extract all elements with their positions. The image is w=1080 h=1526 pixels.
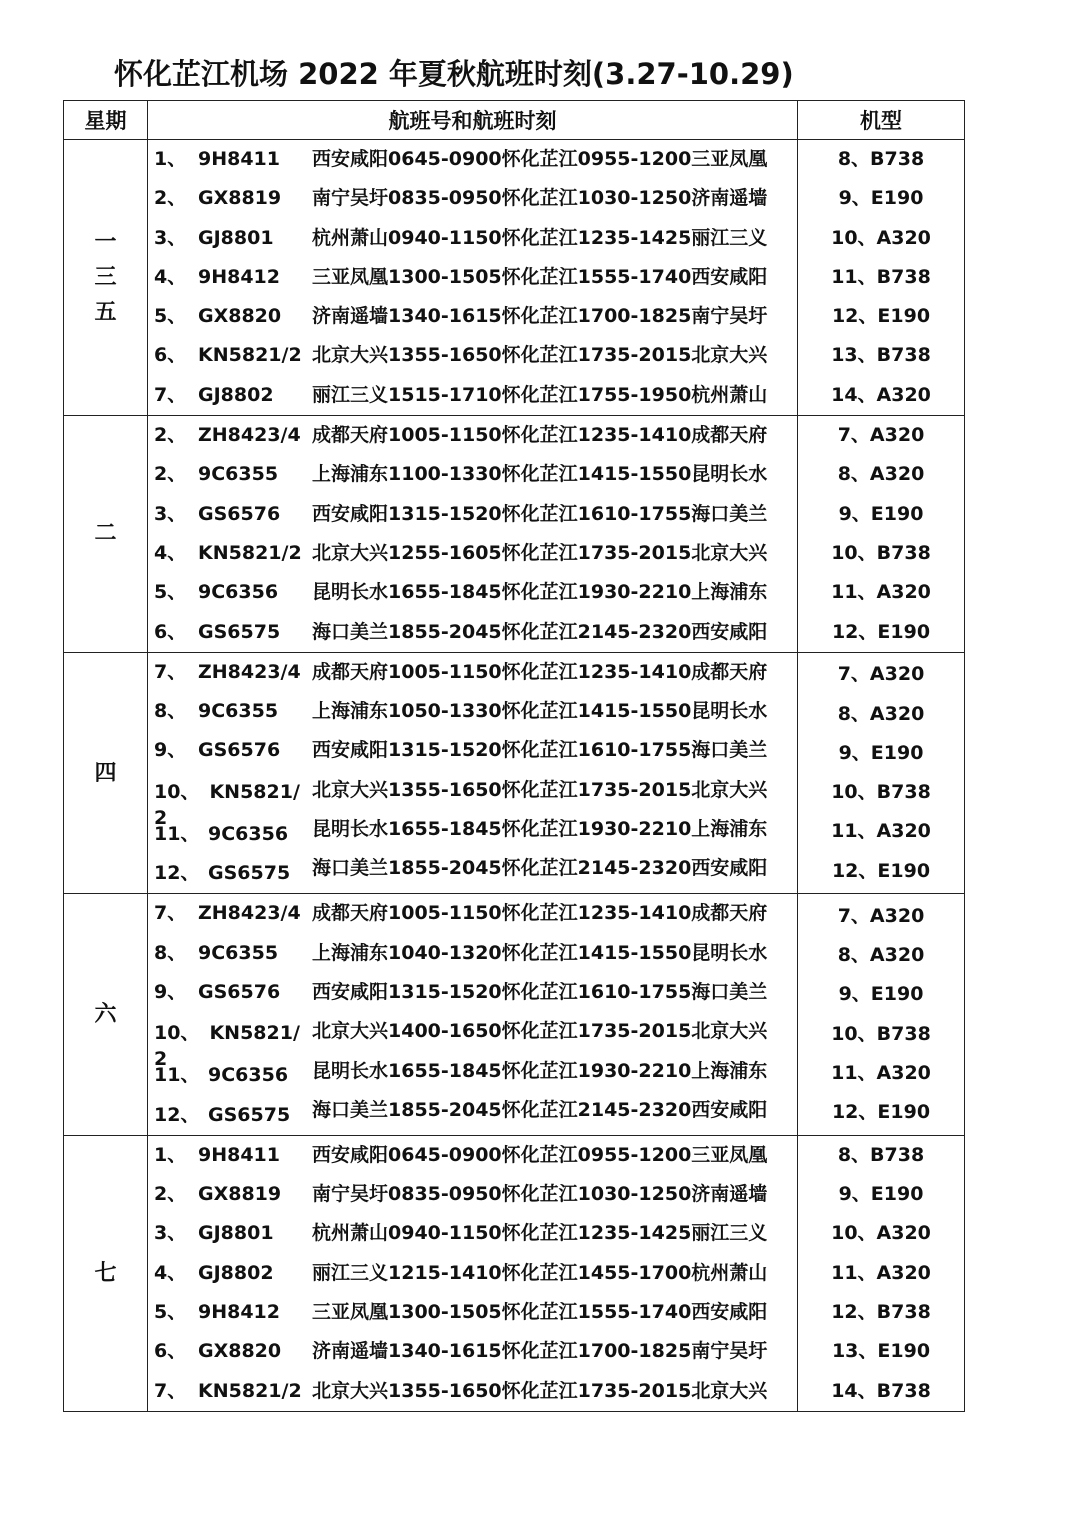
aircraft-cell: [798, 652, 965, 893]
flight-number: GS6576: [198, 980, 281, 1003]
day-label-char: 四: [94, 760, 117, 786]
flight-number: KN5821/2: [198, 344, 302, 367]
flight-route: 丽江三义1215-1410怀化芷江1455-1700杭州萧山: [312, 1261, 768, 1284]
flight-route: 北京大兴1255-1605怀化芷江1735-2015北京大兴: [312, 541, 768, 564]
flight-seq: 2、: [154, 463, 187, 486]
flight-number: KN5821/: [209, 1022, 300, 1045]
flight-routes-column: [312, 653, 767, 893]
flights-cell: [148, 1135, 798, 1411]
day-group-row: [64, 894, 965, 1135]
schedule-table: [63, 100, 965, 1412]
aircraft-type: 9、E190: [838, 187, 924, 210]
flight-number: GS6575: [198, 620, 281, 643]
aircraft-type: 9、E190: [838, 983, 924, 1006]
flight-route: 济南遥墙1340-1615怀化芷江1700-1825南宁吴圩: [312, 305, 768, 328]
day-label-char: 六: [94, 1002, 117, 1028]
flight-line: [154, 258, 797, 297]
aircraft-type: 12、E190: [831, 859, 931, 882]
flight-seq: 9、: [154, 739, 187, 762]
flight-line: [154, 1254, 797, 1293]
aircraft-type: 7、A320: [837, 663, 925, 686]
flight-seq: 2、: [154, 187, 187, 210]
flight-seq: 4、: [154, 541, 187, 564]
day-label-char: 三: [94, 265, 117, 291]
flight-routes-column: [312, 894, 767, 1134]
flight-route: 济南遥墙1340-1615怀化芷江1700-1825南宁吴圩: [312, 1340, 768, 1363]
flight-seq: 6、: [154, 344, 187, 367]
flight-line: [154, 613, 797, 652]
flight-line: [154, 140, 797, 179]
day-group-row: [64, 652, 965, 893]
flight-line: [154, 1372, 797, 1411]
flight-number: GX8820: [198, 305, 282, 328]
flight-line: [154, 1332, 797, 1371]
flight-route: 昆明长水1655-1845怀化芷江1930-2210上海浦东: [312, 581, 768, 604]
aircraft-type: 11、A320: [831, 581, 931, 604]
flight-line: [154, 219, 797, 258]
day-group-row: [64, 1135, 965, 1411]
aircraft-type: 10、B738: [831, 1022, 931, 1045]
flight-number-line: [154, 894, 312, 933]
page-title: 怀化芷江机场 2022 年夏秋航班时刻(3.27-10.29): [114, 57, 794, 91]
aircraft-type: 11、A320: [831, 820, 931, 843]
flights-cell: [148, 416, 798, 653]
flight-number: 9H8411: [198, 1143, 281, 1166]
flight-number: 9C6355: [198, 700, 279, 723]
flight-route: 西安咸阳1315-1520怀化芷江1610-1755海口美兰: [312, 980, 768, 1003]
flight-seq: 11、: [154, 1064, 200, 1087]
flight-route: 南宁吴圩0835-0950怀化芷江1030-1250济南遥墙: [312, 187, 768, 210]
flight-route: 昆明长水1655-1845怀化芷江1930-2210上海浦东: [312, 818, 768, 841]
flight-number-line: [154, 692, 312, 731]
flights-cell: [148, 652, 798, 893]
flight-number: GX8820: [198, 1340, 282, 1363]
aircraft-type: 8、B738: [837, 148, 925, 170]
flight-seq: 6、: [154, 620, 187, 643]
flight-seq: 12、: [154, 862, 200, 885]
flight-number: GJ8802: [198, 1261, 274, 1284]
flight-number-line: [154, 731, 312, 770]
flight-route: 海口美兰1855-2045怀化芷江2145-2320西安咸阳: [312, 857, 768, 880]
flight-route: 成都天府1005-1150怀化芷江1235-1410成都天府: [312, 424, 768, 447]
aircraft-type: 10、B738: [831, 541, 931, 564]
aircraft-type: 12、E190: [831, 1101, 931, 1124]
flight-route: 南宁吴圩0835-0950怀化芷江1030-1250济南遥墙: [312, 1183, 768, 1206]
aircraft-cell: [798, 140, 965, 416]
flight-number: 9C6355: [198, 941, 279, 964]
header-day: 星期: [64, 101, 148, 140]
aircraft-cell: [798, 416, 965, 653]
flight-seq: 7、: [154, 383, 187, 406]
flight-seq: 2、: [154, 1183, 187, 1206]
flight-number-wrap-tail: 2: [154, 1048, 168, 1071]
flight-number: 9H8412: [198, 1301, 281, 1324]
flight-route: 上海浦东1040-1320怀化芷江1415-1550昆明长水: [312, 941, 768, 964]
flight-number: 9H8412: [198, 265, 281, 288]
flight-route: 西安咸阳1315-1520怀化芷江1610-1755海口美兰: [312, 502, 768, 525]
flight-route: 西安咸阳0645-0900怀化芷江0955-1200三亚凤凰: [312, 148, 768, 170]
flight-line: [154, 179, 797, 218]
header-aircraft: 机型: [798, 101, 965, 140]
flight-route: 上海浦东1050-1330怀化芷江1415-1550昆明长水: [312, 700, 768, 723]
flight-seq: 9、: [154, 980, 187, 1003]
flight-seq: 8、: [154, 700, 187, 723]
flight-line: [154, 573, 797, 612]
flight-line: [154, 455, 797, 494]
flight-number: GS6575: [208, 1103, 291, 1126]
flight-seq: 5、: [154, 305, 187, 328]
flight-line: [154, 416, 797, 455]
aircraft-type: 8、A320: [837, 463, 925, 486]
flight-line: [154, 1175, 797, 1214]
flight-route: 昆明长水1655-1845怀化芷江1930-2210上海浦东: [312, 1059, 768, 1082]
flight-number: 9C6356: [198, 581, 279, 604]
aircraft-type: 8、B738: [837, 1143, 925, 1166]
flight-number-line: [154, 934, 312, 973]
flight-number: GJ8801: [198, 1222, 274, 1245]
flight-route: 西安咸阳0645-0900怀化芷江0955-1200三亚凤凰: [312, 1143, 768, 1166]
flight-route: 三亚凤凰1300-1505怀化芷江1555-1740西安咸阳: [312, 265, 768, 288]
flights-split: [154, 894, 797, 1134]
flight-number-line: [154, 1096, 312, 1135]
flight-number: ZH8423/4: [198, 424, 301, 447]
flight-line: [154, 534, 797, 573]
aircraft-type: 13、E190: [831, 1340, 931, 1363]
flight-number-line: [154, 653, 312, 692]
flight-seq: 12、: [154, 1103, 200, 1126]
flight-line: [154, 495, 797, 534]
flight-numbers-column: [154, 894, 312, 1134]
flight-number: KN5821/: [209, 780, 300, 803]
flight-seq: 3、: [154, 1222, 187, 1245]
flight-route: 丽江三义1515-1710怀化芷江1755-1950杭州萧山: [312, 383, 768, 406]
flight-number-line: [154, 854, 312, 893]
flight-number-wrapped: [154, 1012, 312, 1071]
flight-number: GJ8801: [198, 226, 274, 249]
aircraft-type: 9、E190: [838, 741, 924, 764]
flight-seq: 1、: [154, 148, 187, 170]
aircraft-type: 12、B738: [831, 1301, 931, 1324]
aircraft-type: 14、B738: [831, 1379, 931, 1402]
flight-seq: 7、: [154, 660, 187, 683]
flight-number: 9C6356: [208, 822, 289, 845]
flight-line: [154, 376, 797, 415]
flight-number: GJ8802: [198, 383, 274, 406]
header-flights: 航班号和航班时刻: [148, 101, 798, 140]
flight-number: 9C6356: [208, 1064, 289, 1087]
flight-number: GX8819: [198, 1183, 282, 1206]
aircraft-type: 11、A320: [831, 1061, 931, 1084]
day-group-row: [64, 140, 965, 416]
flight-route: 海口美兰1855-2045怀化芷江2145-2320西安咸阳: [312, 620, 768, 643]
flight-number: ZH8423/4: [198, 660, 301, 683]
aircraft-type: 7、A320: [837, 904, 925, 927]
flight-number: GS6575: [208, 862, 291, 885]
flight-seq: 2、: [154, 424, 187, 447]
flight-route: 海口美兰1855-2045怀化芷江2145-2320西安咸阳: [312, 1098, 768, 1121]
flight-seq: 7、: [154, 902, 187, 925]
day-label-char: 七: [94, 1260, 117, 1286]
aircraft-type: 8、A320: [837, 702, 925, 725]
aircraft-type: 12、E190: [831, 305, 931, 328]
flight-number: GX8819: [198, 187, 282, 210]
flight-seq: 6、: [154, 1340, 187, 1363]
flight-seq: 4、: [154, 265, 187, 288]
flight-number-line: [154, 1056, 312, 1095]
flight-number: GS6576: [198, 502, 281, 525]
flight-seq: 8、: [154, 941, 187, 964]
flight-number: 9C6355: [198, 463, 279, 486]
flight-line: [154, 297, 797, 336]
aircraft-type: 13、B738: [831, 344, 931, 367]
day-cell: [64, 140, 148, 416]
flight-seq: 1、: [154, 1143, 187, 1166]
flights-split: [154, 653, 797, 893]
flight-route: 西安咸阳1315-1520怀化芷江1610-1755海口美兰: [312, 739, 768, 762]
flight-route: 上海浦东1100-1330怀化芷江1415-1550昆明长水: [312, 463, 768, 486]
flight-number-line: [154, 815, 312, 854]
day-cell: [64, 652, 148, 893]
day-cell: [64, 416, 148, 653]
aircraft-cell: [798, 894, 965, 1135]
aircraft-type: 10、A320: [831, 1222, 931, 1245]
day-label-char: 二: [94, 521, 117, 547]
flight-route: 北京大兴1400-1650怀化芷江1735-2015北京大兴: [312, 1020, 768, 1043]
flight-seq: 3、: [154, 226, 187, 249]
flight-seq: 5、: [154, 581, 187, 604]
flight-number: KN5821/2: [198, 541, 302, 564]
aircraft-type: 10、A320: [831, 226, 931, 249]
flight-route: 北京大兴1355-1650怀化芷江1735-2015北京大兴: [312, 1379, 768, 1402]
flight-number-wrapped: [154, 771, 312, 829]
aircraft-type: 8、A320: [837, 943, 925, 966]
flight-route: 成都天府1005-1150怀化芷江1235-1410成都天府: [312, 660, 768, 683]
flight-route: 杭州萧山0940-1150怀化芷江1235-1425丽江三义: [312, 226, 768, 249]
flight-route: 杭州萧山0940-1150怀化芷江1235-1425丽江三义: [312, 1222, 768, 1245]
aircraft-cell: [798, 1135, 965, 1411]
aircraft-type: 11、A320: [831, 1261, 931, 1284]
flights-cell: [148, 140, 798, 416]
flight-seq: 3、: [154, 502, 187, 525]
flight-seq: 11、: [154, 822, 200, 845]
flight-seq: 10、: [154, 1022, 200, 1045]
flight-seq: 5、: [154, 1301, 187, 1324]
header-row: [64, 101, 965, 140]
flights-cell: [148, 894, 798, 1135]
aircraft-type: 12、E190: [831, 620, 931, 643]
aircraft-type: 9、E190: [838, 502, 924, 525]
flight-number: ZH8423/4: [198, 902, 301, 925]
flight-seq: 7、: [154, 1379, 187, 1402]
flight-line: [154, 1214, 797, 1253]
flight-number-wrapped-top: [154, 1020, 312, 1046]
day-label-char: 五: [94, 300, 117, 326]
flight-number-wrapped-top: [154, 779, 312, 805]
flight-number-line: [154, 973, 312, 1012]
flight-number: 9H8411: [198, 148, 281, 170]
flight-number: KN5821/2: [198, 1379, 302, 1402]
flight-seq: 10、: [154, 780, 200, 803]
flight-route: 三亚凤凰1300-1505怀化芷江1555-1740西安咸阳: [312, 1301, 768, 1324]
aircraft-type: 9、E190: [838, 1183, 924, 1206]
flight-numbers-column: [154, 653, 312, 893]
day-cell: [64, 894, 148, 1135]
flight-seq: 4、: [154, 1261, 187, 1284]
aircraft-type: 7、A320: [837, 424, 925, 447]
flight-line: [154, 1293, 797, 1332]
flight-number: GS6576: [198, 739, 281, 762]
flight-line: [154, 1136, 797, 1175]
day-label-char: 一: [94, 230, 117, 256]
day-cell: [64, 1135, 148, 1411]
flight-number-wrap-tail: 2: [154, 806, 168, 829]
flight-line: [154, 336, 797, 375]
flight-route: 北京大兴1355-1650怀化芷江1735-2015北京大兴: [312, 344, 768, 367]
flight-route: 成都天府1005-1150怀化芷江1235-1410成都天府: [312, 902, 768, 925]
flight-route: 北京大兴1355-1650怀化芷江1735-2015北京大兴: [312, 778, 768, 801]
aircraft-type: 10、B738: [831, 781, 931, 804]
aircraft-type: 11、B738: [831, 265, 931, 288]
day-group-row: [64, 416, 965, 653]
aircraft-type: 14、A320: [831, 383, 931, 406]
